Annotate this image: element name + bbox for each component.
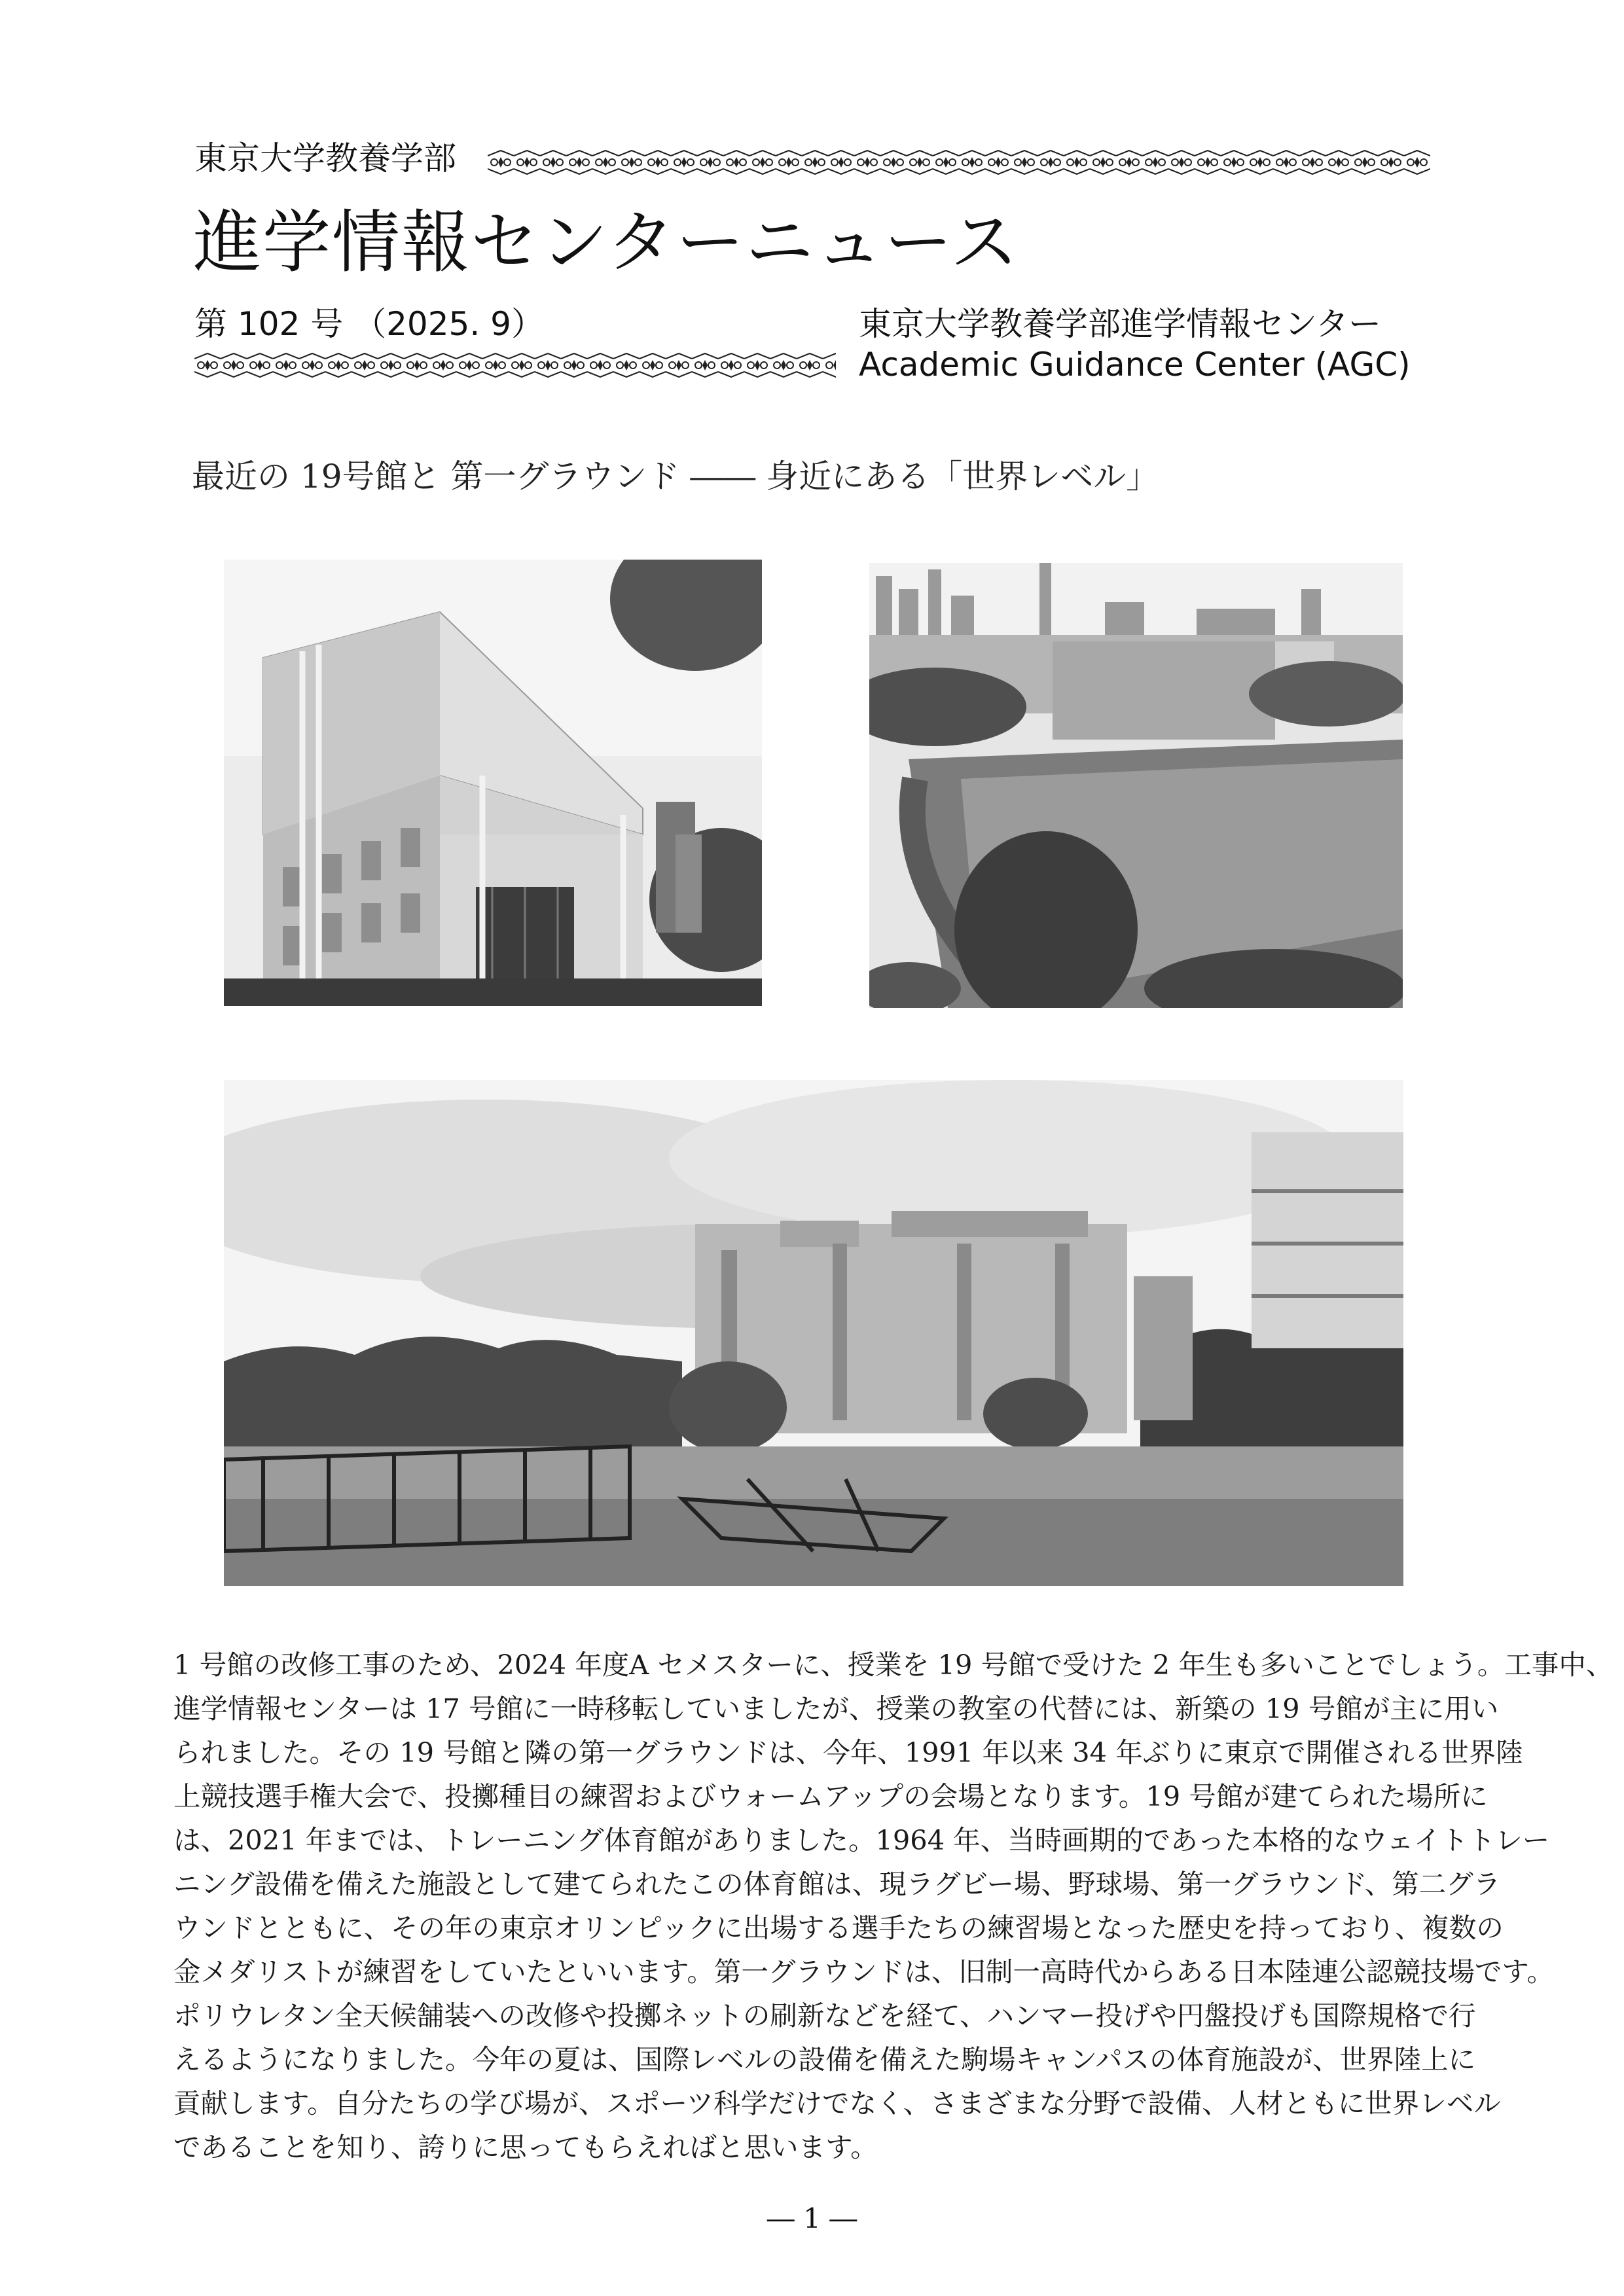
body-line: られました。その 19 号館と隣の第一グラウンドは、今年、1991 年以来 34 年ぶりに東京で開催される世界陸 xyxy=(173,1736,1523,1768)
issue-number: 第 102 号 （2025. 9） xyxy=(194,305,544,343)
page-number: ― 1 ― xyxy=(767,2202,857,2234)
body-line: えるようになりました。今年の夏は、国際レベルの設備を備えた駒場キャンパスの体育施設が、世界陸上に xyxy=(173,2043,1476,2075)
body-line: 1 号館の改修工事のため、2024 年度A セメスターに、授業を 19 号館で受けた 2 年生も多いことでしょう。工事中、 xyxy=(173,1649,1614,1681)
center-name-ja: 東京大学教養学部進学情報センター xyxy=(859,305,1381,343)
body-line: 進学情報センターは 17 号館に一時移転していましたが、授業の教室の代替には、新築の 19 号館が主に用い xyxy=(173,1693,1499,1725)
body-line: ニング設備を備えた施設として建てられたこの体育館は、現ラグビー場、野球場、第一グラウンド、第二グラ xyxy=(173,1868,1501,1900)
body-line: 上競技選手権大会で、投擲種目の練習およびウォームアップの会場となります。19 号館が建てられた場所に xyxy=(173,1780,1488,1812)
first-ground-aerial-photo xyxy=(869,563,1403,1008)
article-subtitle: 最近の 19号館と 第一グラウンド ―― 身近にある「世界レベル」 xyxy=(192,457,1159,495)
article-body xyxy=(173,1643,1614,2169)
decorative-border-top xyxy=(488,149,1430,175)
body-line: ポリウレタン全天候舗装への改修や投擲ネットの刷新などを経て、ハンマー投げや円盤投げも国際規格で行 xyxy=(173,2000,1476,2032)
ground-panorama-photo xyxy=(224,1080,1403,1586)
organization-label: 東京大学教養学部 xyxy=(194,139,456,177)
center-name-en: Academic Guidance Center (AGC) xyxy=(859,346,1411,384)
building-19-photo xyxy=(224,560,762,1006)
body-line: 貢献します。自分たちの学び場が、スポーツ科学だけでなく、さまざまな分野で設備、人材ともに世界レベル xyxy=(173,2087,1501,2119)
body-line: は、2021 年までは、トレーニング体育館がありました。1964 年、当時画期的であった本格的なウェイトトレー xyxy=(173,1824,1550,1856)
body-line: 金メダリストが練習をしていたといいます。第一グラウンドは、旧制一高時代からある日本陸連公認競技場です。 xyxy=(173,1956,1555,1988)
decorative-border-issue xyxy=(194,352,836,378)
newsletter-title: 進学情報センターニュース xyxy=(193,202,1020,282)
body-line: ウンドとともに、その年の東京オリンピックに出場する選手たちの練習場となった歴史を持っており、複数の xyxy=(173,1912,1504,1944)
body-line: であることを知り、誇りに思ってもらえればと思います。 xyxy=(173,2131,878,2163)
